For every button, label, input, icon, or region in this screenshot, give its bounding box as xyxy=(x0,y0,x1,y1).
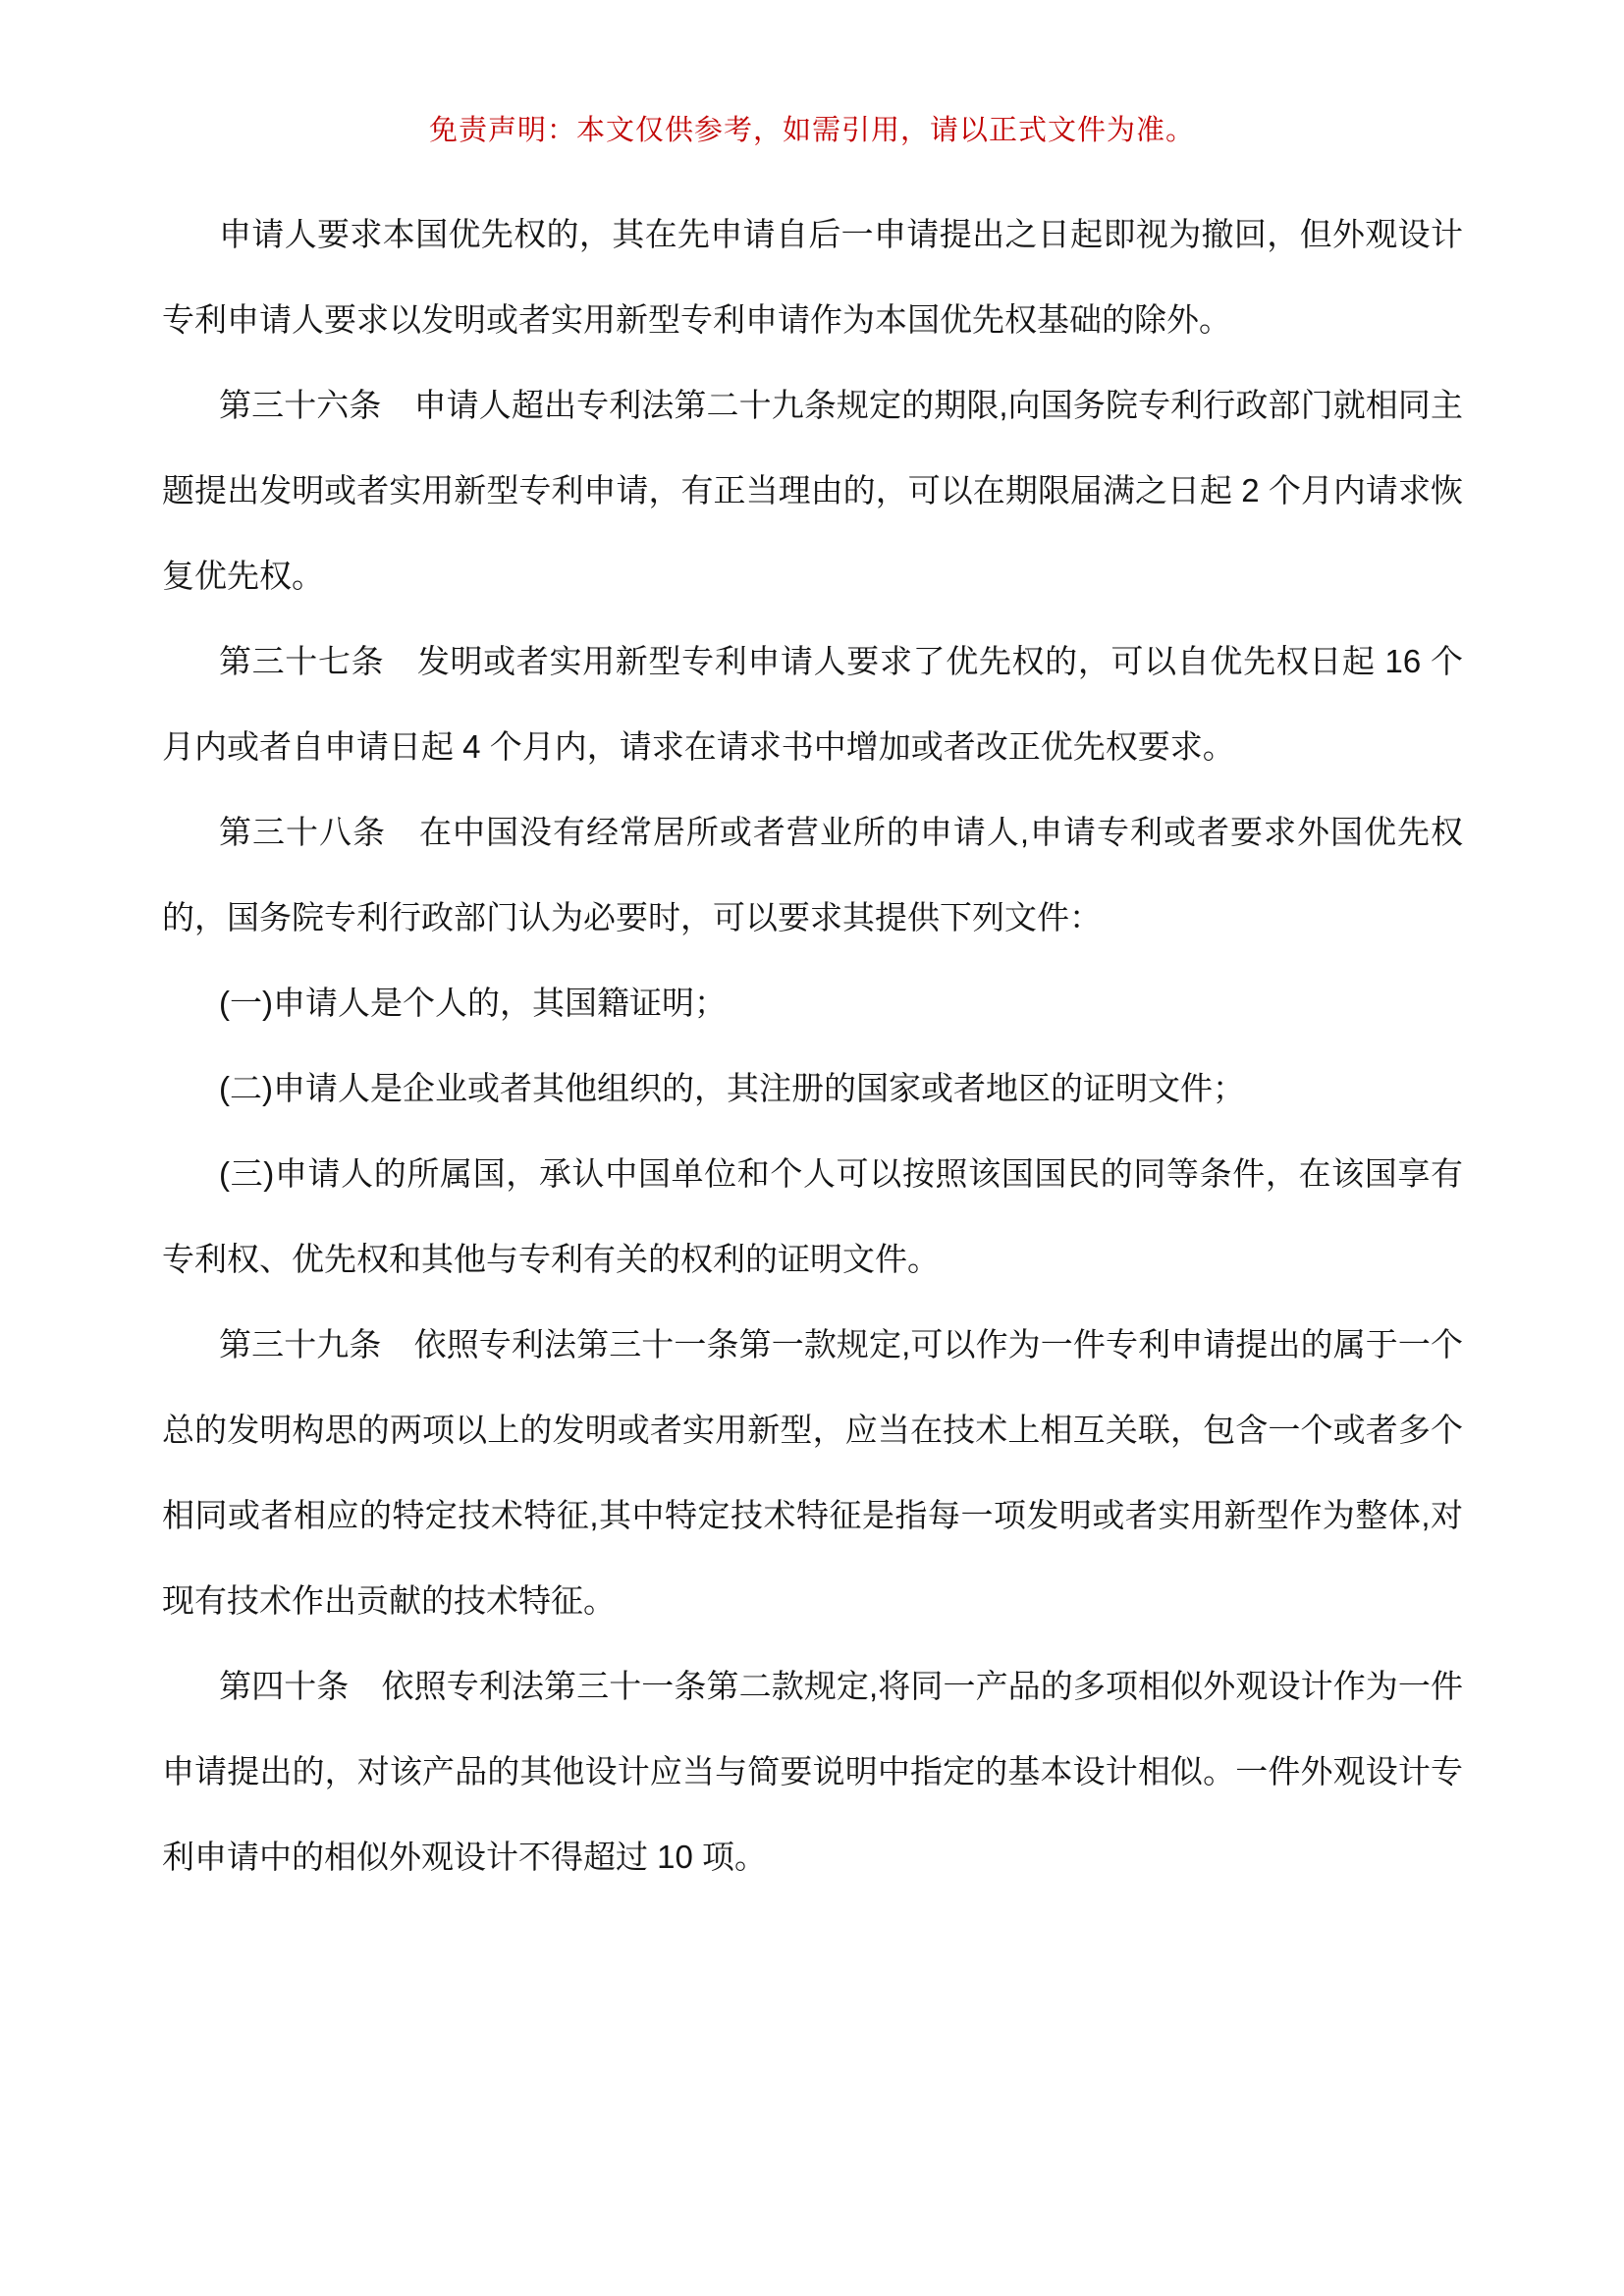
paragraph: (二)申请人是企业或者其他组织的，其注册的国家或者地区的证明文件； xyxy=(219,1070,1245,1106)
paragraph: 申请人要求本国优先权的，其在先申请自后一申请提出之日起即视为撤回，但外观设计专利申请人要求以发明或者实用新型专利申请作为本国优先权基础的除外。 xyxy=(162,216,1463,338)
paragraph: 第三十九条 依照专利法第三十一条第一款规定,可以作为一件专利申请提出的属于一个总的发明构思的两项以上的发明或者实用新型，应当在技术上相互关联，包含一个或者多个相同或者相应的特定技术特征,其中特定技术特征是指每一项发明或者实用新型作为整体,对现有技术作出贡献的技术特征。 xyxy=(162,1326,1463,1619)
paragraph: 第三十六条 申请人超出专利法第二十九条规定的期限,向国务院专利行政部门就相同主题提出发明或者实用新型专利申请，有正当理由的，可以在期限届满之日起 2 个月内请求恢复优先权。 xyxy=(162,387,1463,594)
paragraph: 第三十八条 在中国没有经常居所或者营业所的申请人,申请专利或者要求外国优先权的，国务院专利行政部门认为必要时，可以要求其提供下列文件： xyxy=(162,814,1463,935)
paragraph: 第三十七条 发明或者实用新型专利申请人要求了优先权的，可以自优先权日起 16 个月内或者自申请日起 4 个月内，请求在请求书中增加或者改正优先权要求。 xyxy=(162,643,1463,765)
disclaimer-text: 免责声明：本文仅供参考，如需引用，请以正式文件为准。 xyxy=(428,115,1195,146)
paragraph: (三)申请人的所属国，承认中国单位和个人可以按照该国国民的同等条件，在该国享有专利权、优先权和其他与专利有关的权利的证明文件。 xyxy=(162,1155,1463,1277)
document-body xyxy=(162,191,1463,1899)
paragraph: 第四十条 依照专利法第三十一条第二款规定,将同一产品的多项相似外观设计作为一件申请提出的，对该产品的其他设计应当与简要说明中指定的基本设计相似。一件外观设计专利申请中的相似外观设计不得超过 10 项。 xyxy=(162,1668,1463,1875)
paragraph: (一)申请人是个人的，其国籍证明； xyxy=(219,985,727,1021)
